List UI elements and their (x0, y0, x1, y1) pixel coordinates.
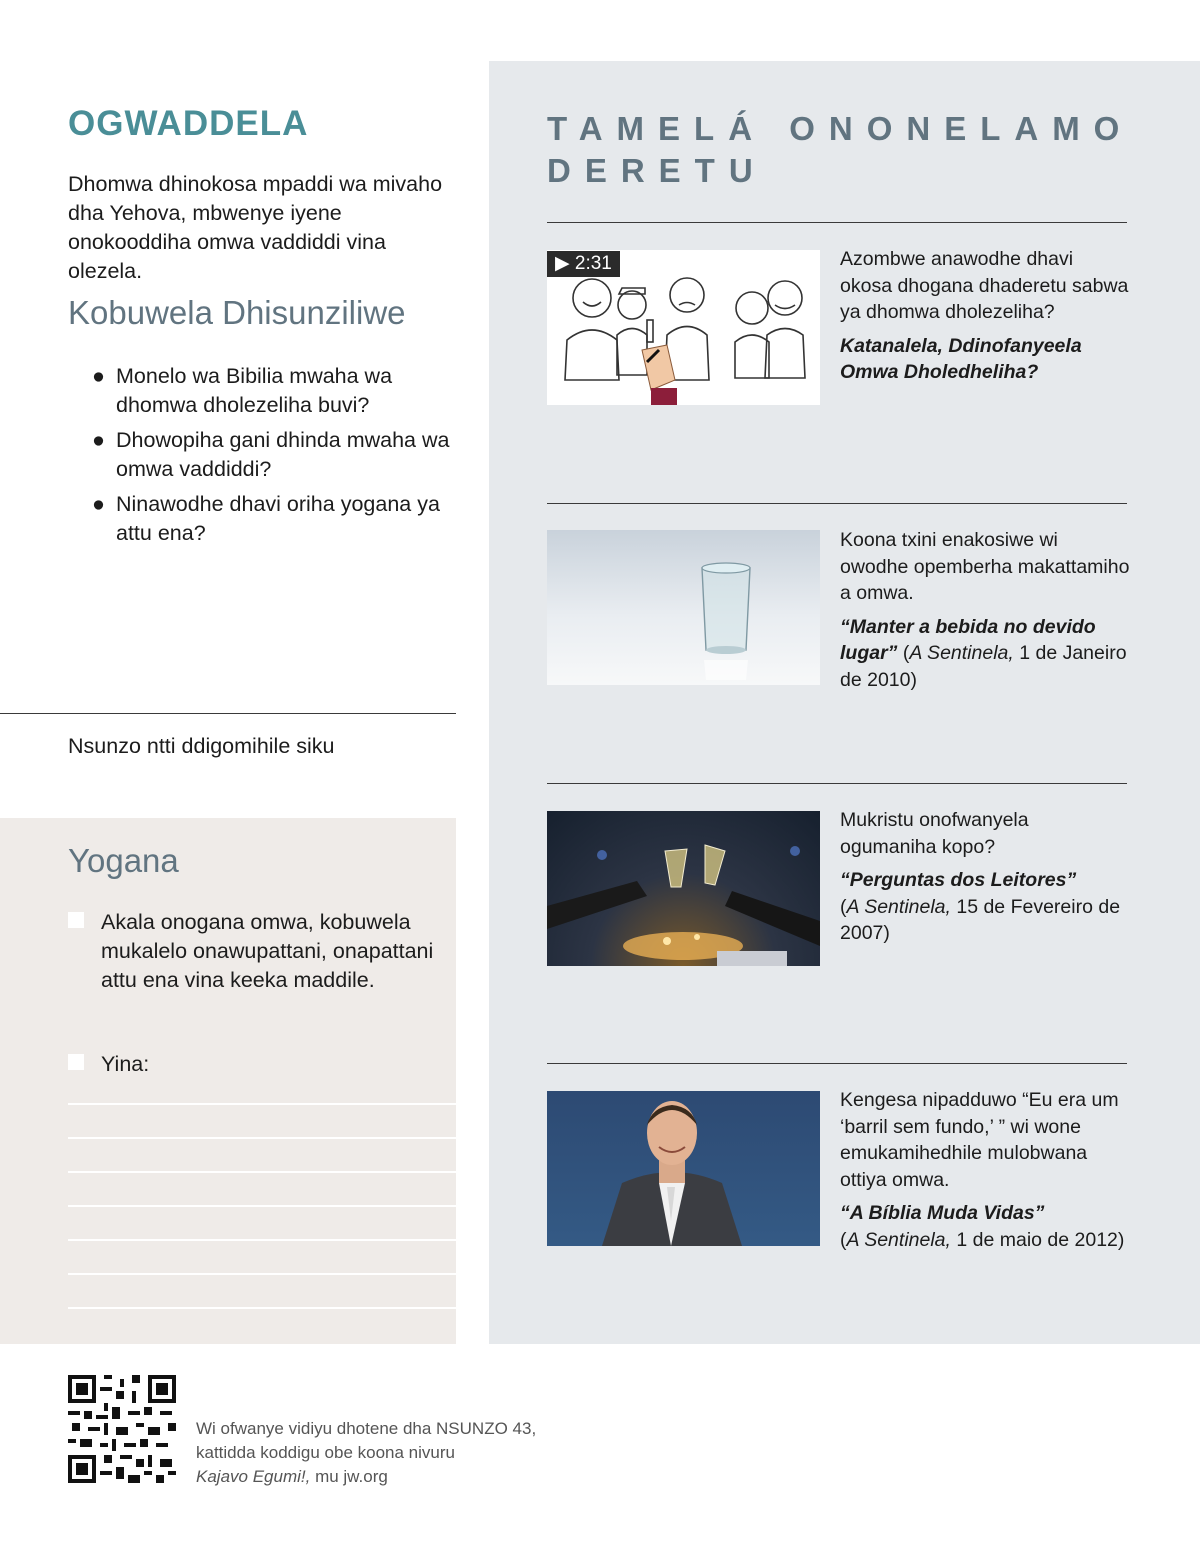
review-title: Kobuwela Dhisunziliwe (68, 294, 406, 331)
item-reference[interactable]: “Perguntas dos Leitores” (A Sentinela, 15 de Fevereiro de 2007) (840, 869, 1121, 944)
review-question: ● Dhowopiha gani dhinda mwaha wa omwa vaddiddi? (92, 428, 450, 481)
item-description: Mukristu onofwanyela ogumaniha kopo? (840, 809, 1029, 858)
explore-item-4 (840, 1087, 1130, 1253)
item-description: Kengesa nipadduwo “Eu era um ‘barril sem fundo,’ ” wi wone emukamihedhile mulobwana ottiya omwa. (840, 1089, 1119, 1191)
goal-option-other[interactable] (68, 1050, 438, 1079)
article-title[interactable]: “Perguntas dos Leitores” (840, 869, 1077, 891)
article-title[interactable]: “A Bíblia Muda Vidas” (840, 1202, 1045, 1224)
item-reference[interactable]: “A Bíblia Muda Vidas” (A Sentinela, 1 de maio de 2012) (840, 1202, 1125, 1251)
publication-name: A Sentinela, (846, 895, 951, 918)
goal-box (0, 818, 456, 1344)
item-divider (547, 503, 1127, 504)
article-title[interactable]: “Manter a bebida no devido lugar” (840, 615, 1096, 664)
date-divider (0, 713, 456, 714)
goal-title: Yogana (68, 842, 179, 879)
item-divider (547, 222, 1127, 223)
footer-note (196, 1417, 616, 1489)
publication-date: 15 de Fevereiro de 2007) (840, 895, 1121, 944)
checkbox-icon[interactable] (68, 912, 84, 928)
footer-line-3 (196, 1465, 616, 1489)
review-list (92, 362, 452, 554)
glass-drawing (547, 530, 820, 685)
review-question: ● Monelo wa Bibilia mwaha wa dhomwa dholezeliha buvi? (92, 364, 393, 417)
champagne-toast-image[interactable] (547, 811, 820, 966)
bullet-icon: ● (92, 492, 105, 516)
explore-item-1 (840, 246, 1130, 386)
publication-name: A Sentinela, (846, 1228, 951, 1251)
cartoon-sketch-image[interactable] (547, 250, 820, 405)
man-portrait-drawing (547, 1091, 820, 1246)
write-line[interactable] (68, 1205, 456, 1207)
footer-line-1: Wi ofwanye vidiyu dhotene dha NSUNZO 43, (196, 1419, 537, 1438)
bullet-icon: ● (92, 364, 105, 388)
footer-line-2: kattidda koddigu obe koona nivuru (196, 1443, 455, 1462)
qr-code-icon[interactable] (68, 1375, 176, 1483)
write-line[interactable] (68, 1239, 456, 1241)
goal-option-1[interactable] (68, 908, 438, 995)
write-line[interactable] (68, 1137, 456, 1139)
publication-date: 1 de Janeiro de 2010) (840, 642, 1127, 691)
write-line[interactable] (68, 1171, 456, 1173)
summary-text: Dhomwa dhinokosa mpaddi wa mivaho dha Yehova, mbwenye iyene onokooddiha omwa vaddiddi vina olezela. (68, 172, 443, 283)
write-line[interactable] (68, 1307, 456, 1309)
publication-name: A Sentinela, (909, 642, 1014, 664)
smiling-man-image[interactable] (547, 1091, 820, 1246)
item-divider (547, 783, 1127, 784)
site-link[interactable]: mu jw.org (310, 1467, 388, 1486)
explore-item-3 (840, 807, 1130, 947)
checkbox-icon[interactable] (68, 1054, 84, 1070)
write-line[interactable] (68, 1103, 456, 1105)
champagne-drawing (547, 811, 820, 966)
explore-title: TAMELÁ ONONELAMO DERETU (547, 110, 1134, 189)
item-divider (547, 1063, 1127, 1064)
review-question: ● Ninawodhe dhavi oriha yogana ya attu ena? (92, 492, 440, 545)
summary-title: OGWADDELA (68, 104, 309, 143)
publication-date: 1 de maio de 2012) (950, 1228, 1125, 1251)
bullet-icon: ● (92, 428, 105, 452)
glass-image[interactable] (547, 530, 820, 685)
item-reference[interactable]: “Manter a bebida no devido lugar” (A Sentinela, 1 de Janeiro de 2010) (840, 615, 1127, 691)
explore-item-2 (840, 527, 1130, 693)
item-reference-link[interactable]: Katanalela, Ddinofanyeela Omwa Dholedheliha? (840, 334, 1082, 383)
date-label: Nsunzo ntti ddigomihile siku (68, 734, 335, 758)
write-line[interactable] (68, 1273, 456, 1275)
item-description: Koona txini enakosiwe wi owodhe opemberha makattamiho a omwa. (840, 529, 1130, 604)
goal-option-label: Akala onogana omwa, kobuwela mukalelo onawupattani, onapattani attu ena vina keeka maddile. (101, 910, 434, 992)
item-description: Azombwe anawodhe dhavi okosa dhogana dhaderetu sabwa ya dhomwa dholezeliha? (840, 248, 1129, 323)
goal-option-label: Yina: (101, 1052, 150, 1076)
video-duration-badge: ▶ 2:31 (547, 251, 620, 277)
book-title: Kajavo Egumi!, (196, 1467, 311, 1486)
